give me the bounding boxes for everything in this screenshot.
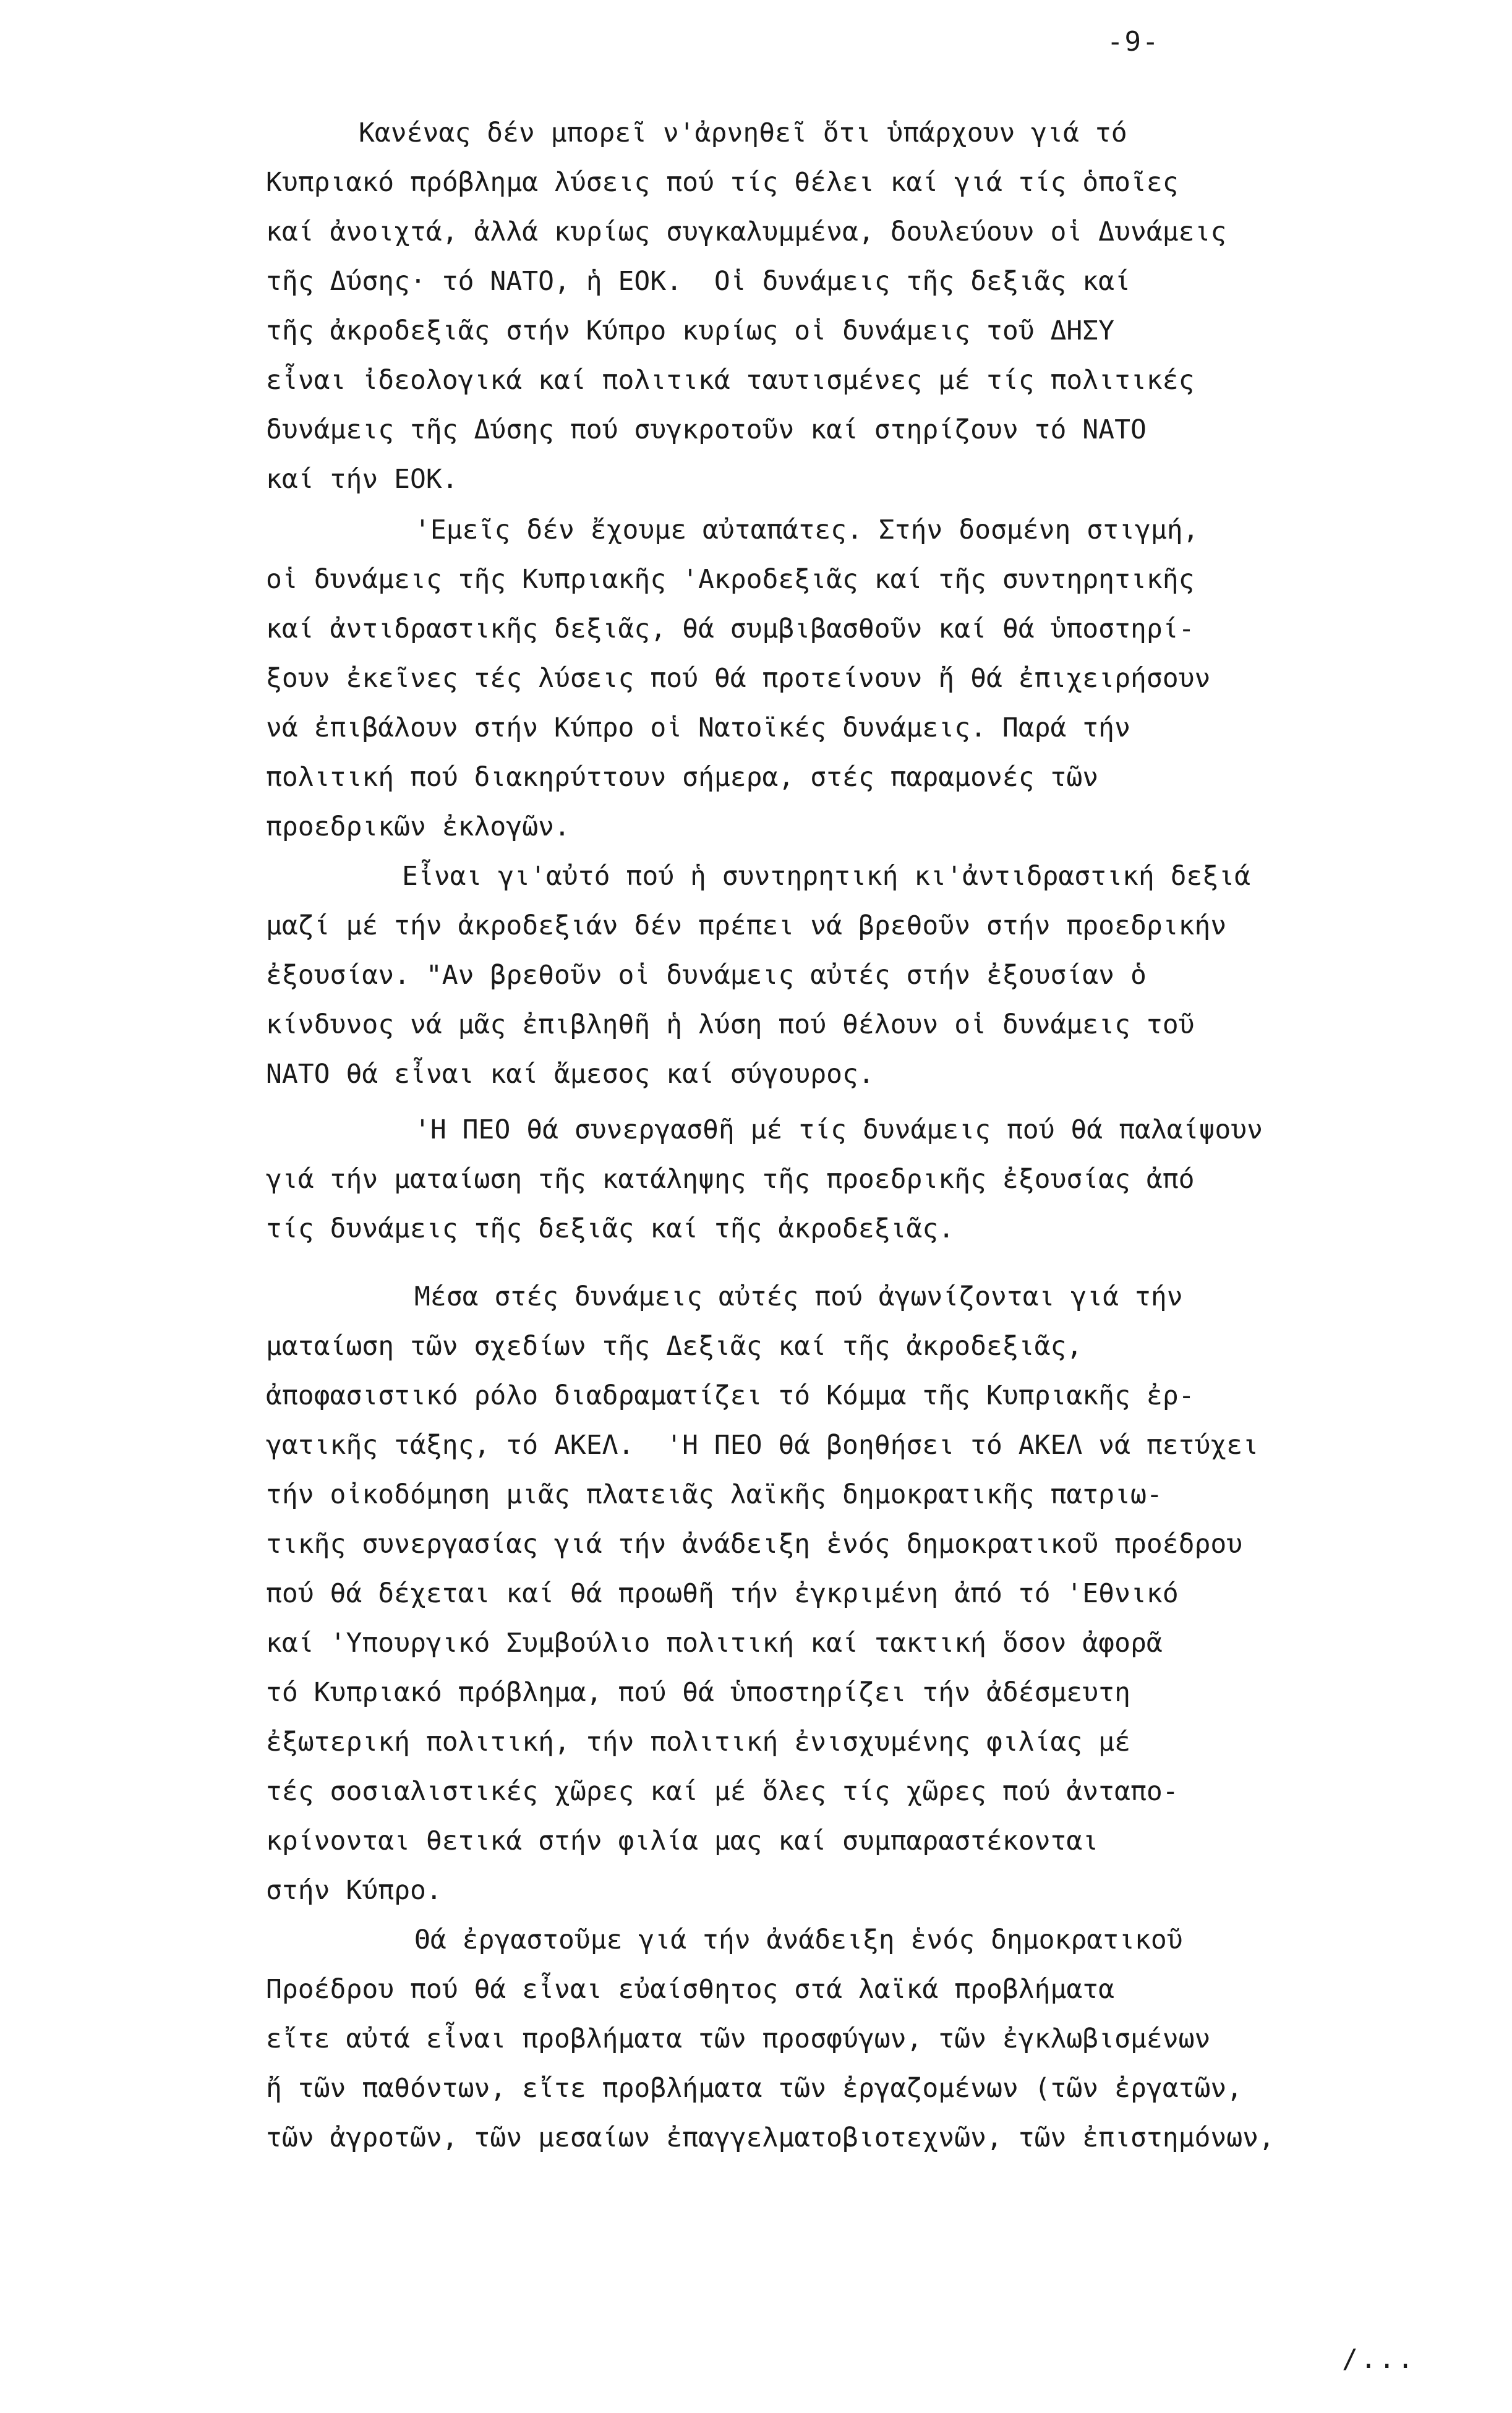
text-line: 'Εμεῖς δέν ἔχουμε αὐταπάτες. Στήν δοσμένη στιγμή, [414,515,1199,545]
text-line: τίς δυνάμεις τῆς δεξιᾶς καί τῆς ἀκροδεξιᾶς. [266,1213,955,1244]
text-line: ΝΑΤΟ θά εἶναι καί ἄμεσος καί σύγουρος. [266,1059,874,1090]
text-line: καί ἀνοιχτά, ἀλλά κυρίως συγκαλυμμένα, δουλεύουν οἱ Δυνάμεις [266,216,1227,247]
text-line: μαζί μέ τήν ἀκροδεξιάν δέν πρέπει νά βρεθοῦν στήν προεδρικήν [266,910,1227,941]
text-line: κίνδυνος νά μᾶς ἐπιβληθῆ ἡ λύση πού θέλουν οἱ δυνάμεις τοῦ [266,1009,1195,1040]
text-line: ἐξωτερική πολιτική, τήν πολιτική ἐνισχυμένης φιλίας μέ [266,1727,1130,1757]
text-line: ματαίωση τῶν σχεδίων τῆς Δεξιᾶς καί τῆς ἀκροδεξιᾶς, [266,1331,1083,1362]
text-line: τῶν ἀγροτῶν, τῶν μεσαίων ἐπαγγελματοβιοτεχνῶν, τῶν ἐπιστημόνων, [266,2122,1275,2153]
text-line: γατικῆς τάξης, τό ΑΚΕΛ. 'Η ΠΕΟ θά βοηθήσει τό ΑΚΕΛ νά πετύχει [266,1430,1259,1461]
text-line: Μέσα στές δυνάμεις αὐτές πού ἀγωνίζονται γιά τήν [414,1281,1183,1312]
paragraph [266,1253,1453,1915]
text-line: τῆς ἀκροδεξιᾶς στήν Κύπρο κυρίως οἱ δυνάμεις τοῦ ΔΗΣΥ [266,315,1115,346]
text-line: στήν Κύπρο. [266,1875,442,1906]
text-line: εἶναι ἰδεολογικά καί πολιτικά ταυτισμένες μέ τίς πολιτικές [266,365,1195,396]
text-line: νά ἐπιβάλουν στήν Κύπρο οἱ Νατοϊκές δυνάμεις. Παρά τήν [266,712,1130,743]
text-line: ἐξουσίαν. "Αν βρεθοῦν οἱ δυνάμεις αὐτές στήν ἐξουσίαν ὁ [266,960,1147,991]
text-line: προεδρικῶν ἐκλογῶν. [266,811,570,842]
text-line: γιά τήν ματαίωση τῆς κατάληψης τῆς προεδρικῆς ἐξουσίας ἀπό [266,1164,1195,1195]
text-line: κρίνονται θετικά στήν φιλία μας καί συμπαραστέκονται [266,1826,1099,1856]
text-line: δυνάμεις τῆς Δύσης πού συγκροτοῦν καί στηρίζουν τό ΝΑΤΟ [266,414,1147,445]
text-line: Προέδρου πού θά εἶναι εὐαίσθητος στά λαϊκά προβλήματα [266,1974,1115,2005]
page-number: -9- [1107,26,1160,58]
text-line: ξουν ἐκεῖνες τές λύσεις πού θά προτείνουν ἤ θά ἐπιχειρήσουν [266,663,1211,694]
text-line: οἱ δυνάμεις τῆς Κυπριακῆς 'Ακροδεξιᾶς καί τῆς συντηρητικῆς [266,564,1195,595]
continuation-mark: /... [1342,2344,1416,2375]
paragraph [266,1915,1453,2163]
paragraph [266,504,1453,852]
text-line: ἤ τῶν παθόντων, εἴτε προβλήματα τῶν ἐργαζομένων (τῶν ἐργατῶν, [266,2073,1243,2104]
text-line: τές σοσιαλιστικές χῶρες καί μέ ὅλες τίς χῶρες πού ἀνταπο- [266,1776,1179,1807]
text-line: Εἶναι γι'αὐτό πού ἡ συντηρητική κι'ἀντιδραστική δεξιά [402,861,1251,892]
paragraph [266,852,1453,1099]
paragraph [266,108,1453,504]
text-line: ἀποφασιστικό ρόλο διαδραματίζει τό Κόμμα τῆς Κυπριακῆς ἐρ- [266,1380,1195,1411]
text-line: 'Η ΠΕΟ θά συνεργασθῆ μέ τίς δυνάμεις πού θά παλαίψουν [414,1114,1263,1145]
document-body [266,108,1453,2163]
text-line: Κυπριακό πρόβλημα λύσεις πού τίς θέλει καί γιά τίς ὁποῖες [266,167,1179,198]
text-line: Θά ἐργαστοῦμε γιά τήν ἀνάδειξη ἑνός δημοκρατικοῦ [414,1924,1183,1955]
text-line: καί ἀντιδραστικῆς δεξιᾶς, θά συμβιβασθοῦν καί θά ὑποστηρί- [266,613,1195,644]
text-line: πολιτική πού διακηρύττουν σήμερα, στές παραμονές τῶν [266,762,1099,793]
text-line: Κανένας δέν μπορεῖ ν'ἀρνηθεῖ ὅτι ὑπάρχουν γιά τό [359,117,1127,148]
text-line: τῆς Δύσης· τό ΝΑΤΟ, ἡ ΕΟΚ. Οἱ δυνάμεις τῆς δεξιᾶς καί [266,266,1130,297]
text-line: πού θά δέχεται καί θά προωθῆ τήν ἐγκριμένη ἀπό τό 'Εθνικό [266,1578,1179,1609]
text-line: τό Κυπριακό πρόβλημα, πού θά ὑποστηρίζει τήν ἀδέσμευτη [266,1677,1130,1708]
text-line: καί 'Υπουργικό Συμβούλιο πολιτική καί τακτική ὅσον ἀφορᾶ [266,1628,1163,1659]
text-line: τήν οἰκοδόμηση μιᾶς πλατειᾶς λαϊκῆς δημοκρατικῆς πατριω- [266,1479,1163,1510]
paragraph [266,1099,1453,1253]
text-line: τικῆς συνεργασίας γιά τήν ἀνάδειξη ἑνός δημοκρατικοῦ προέδρου [266,1529,1243,1560]
text-line: εἴτε αὐτά εἶναι προβλήματα τῶν προσφύγων, τῶν ἐγκλωβισμένων [266,2023,1211,2054]
text-line: καί τήν ΕΟΚ. [266,464,458,495]
